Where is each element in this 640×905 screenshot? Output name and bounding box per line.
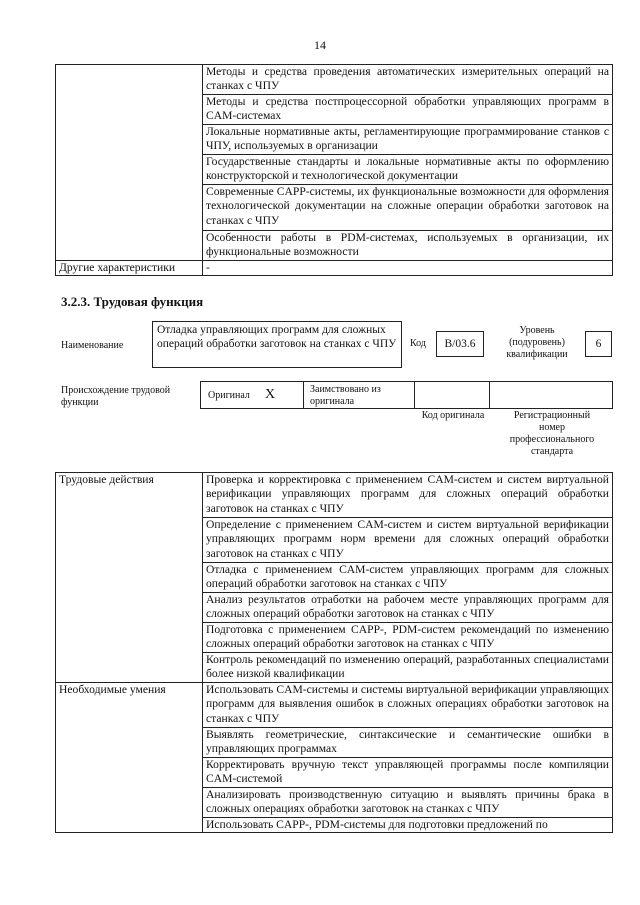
code-caption: Код оригинала [421,410,485,421]
function-name-box: Отладка управляющих программ для сложных операций обработки заготовок на станках с ЧПУ [152,321,402,368]
code-box: B/03.6 [436,331,484,357]
level-box: 6 [585,331,612,357]
table-row [56,683,613,728]
borrowed-box [303,381,415,409]
knowledge-table [55,64,613,276]
knowledge-item: Локальные нормативные акты, регламентирующие программирование станков с ЧПУ, используемых в организации [203,125,613,155]
table-row [56,473,613,518]
borrowed-label: Заимствовано из оригинала [310,384,381,407]
original-label: Оригинал [208,390,250,401]
labour-action: Отладка с применением CAM-систем управляющих программ для сложных операций обработки заготовок на станках с ЧПУ [203,563,613,593]
knowledge-item: Особенности работы в PDM-системах, используемых в организации, их функциональные возможности [203,231,613,261]
original-box [200,381,304,409]
original-code-box [414,381,490,409]
required-skills-label: Необходимые умения [56,683,203,833]
required-skill: Использовать CAM-системы и системы виртуальной верификации управляющих программ для выявления ошибок в сложных операциях обработки заготовок на станках с ЧПУ [203,683,613,728]
label-cell [56,65,203,261]
required-skill: Анализировать производственную ситуацию и выявлять причины брака в сложных операциях обработки заготовок на станках с ЧПУ [203,788,613,818]
level-label: Уровень (подуровень) квалификации [506,325,568,360]
knowledge-item: Методы и средства проведения автоматических измерительных операций на станках с ЧПУ [203,65,613,95]
labour-actions-label: Трудовые действия [56,473,203,683]
knowledge-item: Государственные стандарты и локальные нормативные акты по оформлению конструкторской и технологической документации [203,155,613,185]
name-label: Наименование [61,340,124,351]
required-skill: Использовать CAPP-, PDM-системы для подготовки предложений по [203,818,613,833]
registration-caption: Регистрационный номер профессионального стандарта [509,410,595,457]
original-mark: X [265,387,276,402]
labour-action: Определение с применением CAM-систем и систем виртуальной верификации управляющих программ норм времени для сложных операций обработки заготовок на станках с ЧПУ [203,518,613,563]
registration-number-box [489,381,613,409]
knowledge-item: Современные CAPP-системы, их функциональные возможности для оформления технологической документации на сложные операции обработки заготовок на станках с ЧПУ [203,185,613,231]
function-details-table [55,472,613,833]
labour-action: Проверка и корректировка с применением CAM-систем и систем виртуальной верификации управляющих программ для сложных операций обработки заготовок на станках с ЧПУ [203,473,613,518]
page-number: 14 [314,38,326,52]
table-row [56,65,613,95]
other-characteristics-label: Другие характеристики [56,261,203,276]
required-skill: Выявлять геометрические, синтаксические и семантические ошибки в управляющих программах [203,728,613,758]
labour-action: Подготовка с применением CAPP-, PDM-систем рекомендаций по изменению сложных операций обработки заготовок на станках с ЧПУ [203,623,613,653]
origin-label: Происхождение трудовой функции [61,385,171,408]
labour-action: Контроль рекомендаций по изменению операций, разработанных специалистами более низкой квалификации [203,653,613,683]
labour-action: Анализ результатов отработки на рабочем месте управляющих программ для сложных операций обработки заготовок на станках с ЧПУ [203,593,613,623]
knowledge-item: Методы и средства постпроцессорной обработки управляющих программ в CAM-системах [203,95,613,125]
code-label: Код [410,338,426,349]
table-row [56,261,613,276]
section-title: 3.2.3. Трудовая функция [61,294,204,309]
other-characteristics-value: - [203,261,613,276]
required-skill: Корректировать вручную текст управляющей программы после компиляции CAM-системой [203,758,613,788]
